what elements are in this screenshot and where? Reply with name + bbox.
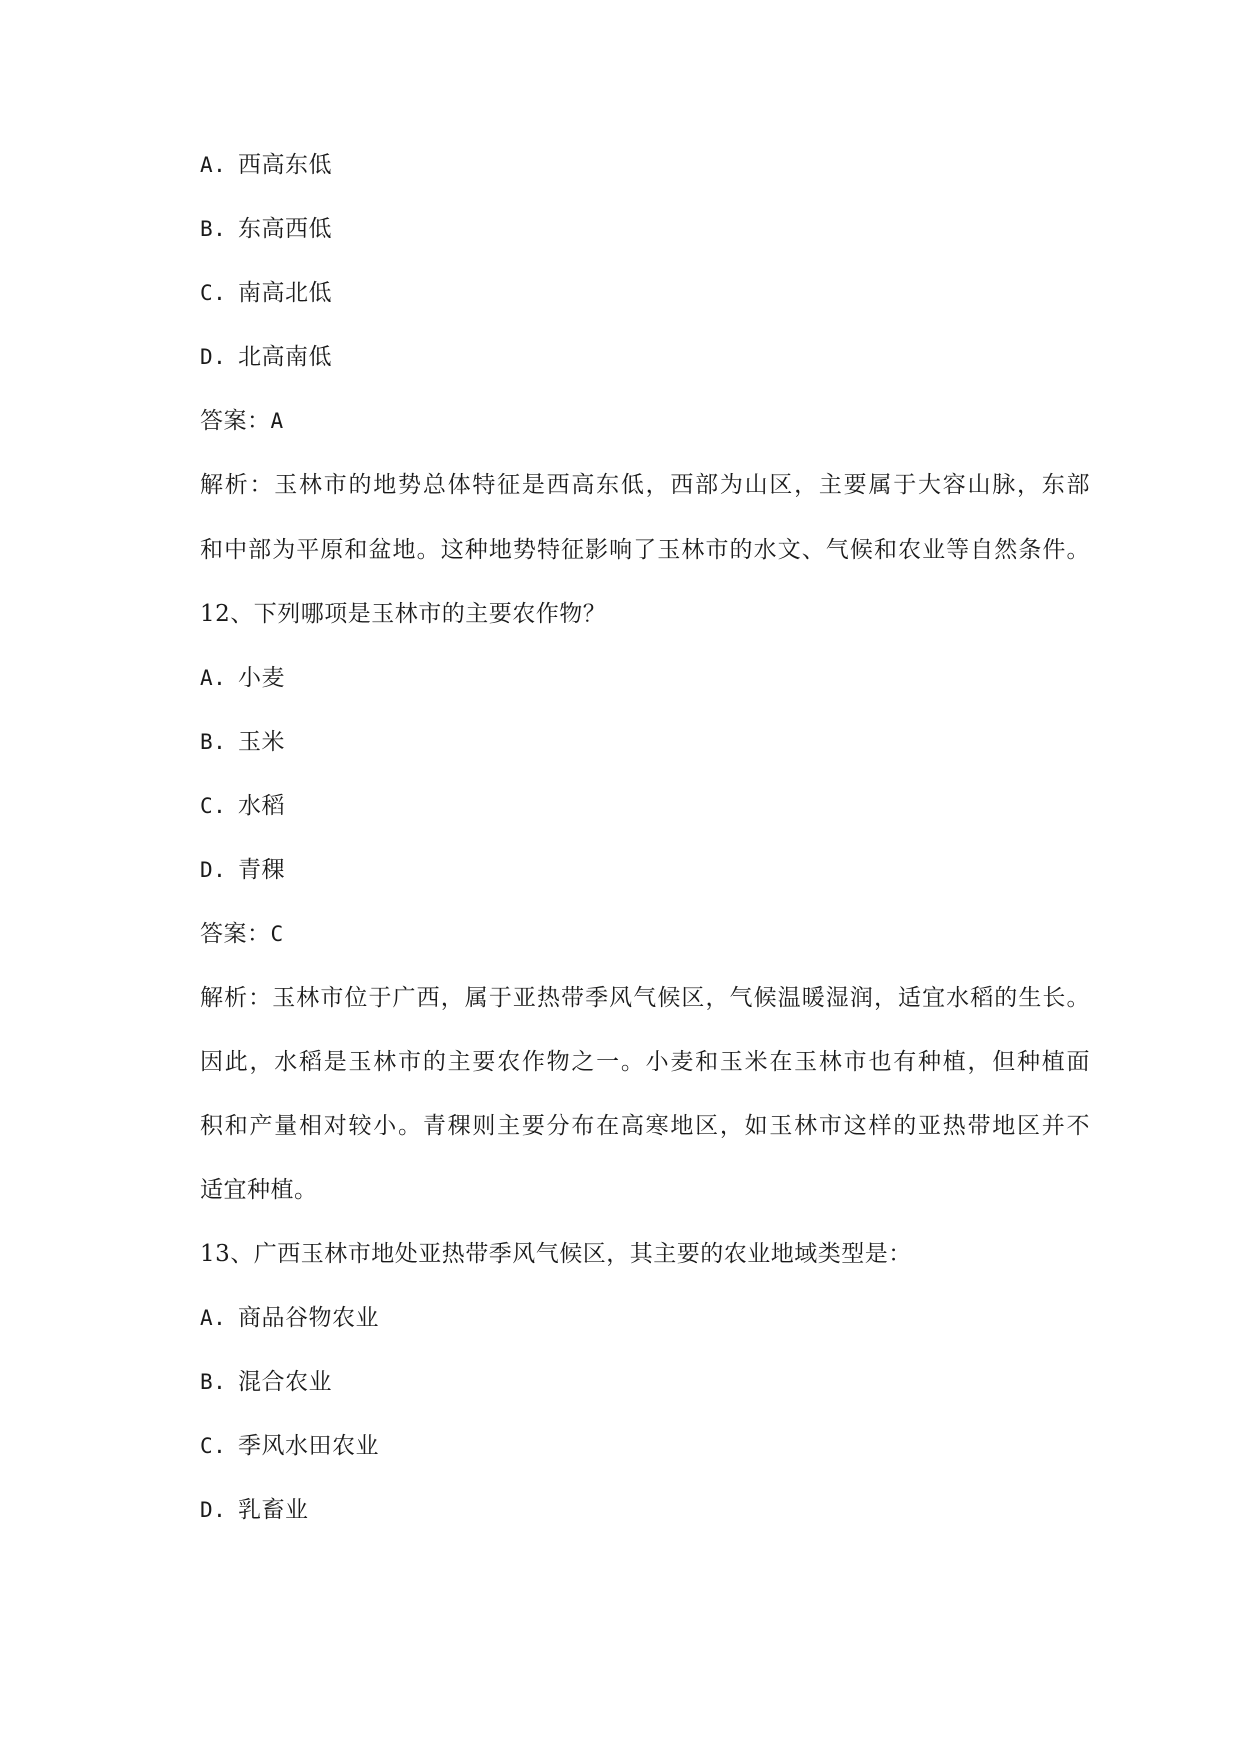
option-letter: D. xyxy=(200,345,227,369)
q11-option-b xyxy=(200,214,1090,244)
option-letter: A. xyxy=(200,1306,227,1330)
option-text: 东高西低 xyxy=(238,216,332,242)
answer-value: A xyxy=(270,409,284,433)
q12-question: 12、下列哪项是玉林市的主要农作物？ xyxy=(200,601,607,627)
q12-analysis-line-3: 积和产量相对较小。青稞则主要分布在高寒地区，如玉林市这样的亚热带地区并不 xyxy=(200,1113,1090,1139)
q11-option-d xyxy=(200,342,1090,372)
option-text: 玉米 xyxy=(238,729,285,755)
q13-option-b xyxy=(200,1367,1090,1397)
answer-value: C xyxy=(270,922,284,946)
q12-option-c xyxy=(200,791,1090,821)
option-letter: C. xyxy=(200,794,227,818)
q11-analysis-line-2: 和中部为平原和盆地。这种地势特征影响了玉林市的水文、气候和农业等自然条件。 xyxy=(200,537,1090,563)
q12-analysis-line-4: 适宜种植。 xyxy=(200,1177,318,1203)
q12-analysis-line-2: 因此，水稻是玉林市的主要农作物之一。小麦和玉米在玉林市也有种植，但种植面 xyxy=(200,1049,1090,1075)
q12-option-a xyxy=(200,663,1090,693)
q12-analysis-line-1: 解析：玉林市位于广西，属于亚热带季风气候区，气候温暖湿润，适宜水稻的生长。 xyxy=(200,985,1090,1011)
answer-label: 答案： xyxy=(200,921,271,947)
option-text: 水稻 xyxy=(238,793,285,819)
q13-option-c xyxy=(200,1431,1090,1461)
option-letter: C. xyxy=(200,1434,227,1458)
option-text: 西高东低 xyxy=(238,152,332,178)
option-text: 北高南低 xyxy=(238,344,332,370)
option-letter: B. xyxy=(200,1370,227,1394)
option-text: 商品谷物农业 xyxy=(238,1305,379,1331)
q11-option-a xyxy=(200,150,1090,180)
option-letter: A. xyxy=(200,666,227,690)
q13-option-a xyxy=(200,1303,1090,1333)
option-text: 小麦 xyxy=(238,665,285,691)
q11-option-c xyxy=(200,278,1090,308)
q13-option-d xyxy=(200,1495,1090,1525)
q11-analysis-line-1: 解析：玉林市的地势总体特征是西高东低，西部为山区，主要属于大容山脉，东部 xyxy=(200,472,1090,498)
q13-question: 13、广西玉林市地处亚热带季风气候区，其主要的农业地域类型是： xyxy=(200,1241,912,1267)
q11-answer xyxy=(200,406,1090,436)
option-text: 乳畜业 xyxy=(238,1497,309,1523)
q12-answer xyxy=(200,919,1090,949)
option-letter: B. xyxy=(200,730,227,754)
answer-label: 答案： xyxy=(200,408,271,434)
option-text: 青稞 xyxy=(238,857,285,883)
q12-option-d xyxy=(200,855,1090,885)
option-letter: D. xyxy=(200,1498,227,1522)
option-text: 季风水田农业 xyxy=(238,1433,379,1459)
option-text: 南高北低 xyxy=(238,280,332,306)
option-text: 混合农业 xyxy=(238,1369,332,1395)
option-letter: D. xyxy=(200,858,227,882)
option-letter: C. xyxy=(200,281,227,305)
option-letter: A. xyxy=(200,153,227,177)
q12-option-b xyxy=(200,727,1090,757)
option-letter: B. xyxy=(200,217,227,241)
